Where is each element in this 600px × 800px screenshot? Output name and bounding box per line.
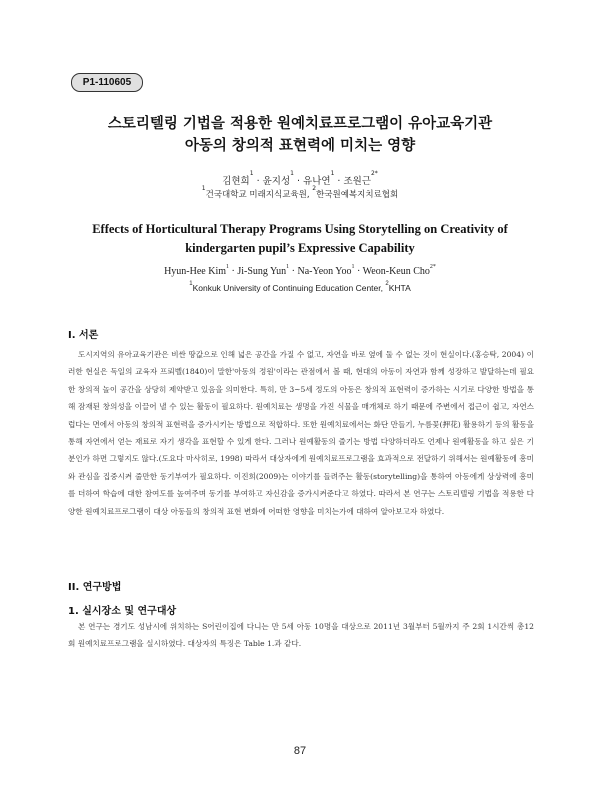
author-ko-sup: 1 [290, 170, 294, 177]
author-en-sup: 1 [286, 264, 290, 270]
section-2-paragraph: 본 연구는 경기도 성남시에 위치하는 S어린이집에 다니는 만 5세 아동 10명을 대상으로 2011년 3월부터 5월까지 주 2회 1시간씩 총12회 원예치료프로그램을 실시하였다. 대상자의 특징은 Table 1.과 같다. [68, 622, 534, 649]
section-1-paragraph: 도시지역의 유아교육기관은 비싼 땅값으로 인해 넓은 공간을 가질 수 없고, 자연을 바로 옆에 둘 수 없는 것이 현실이다.(홍승탁, 2004) 이러한 현실은 독일의 교육자 프뢰벨(1840)이 말한'아동의 정원'이라는 관점에서 볼 때, 현대의 아동이 자연과 함께 성장하고 발달하는데 필요한 창의적 놀이 공간을 상당히 제약받고 있음을 의미한다. 특히, 만 3~5세 정도의 아동은 창의적 표현력이 증가하는 시기로 다양한 방법을 통해 잠재된 창의성을 이끌어 낼 수 있는 활동이 필요하다. 원예치료는 생명을 가진 식물을 매개체로 하기 때문에 주변에서 접근이 쉽고, 자연스럽다는 면에서 아동의 창의적 표현력을 증가시키는 방법으로 적합하다. 또한 원예치료에서는 화단 만들기, 누름꽃(押花) 활용하기 등의 활동을 통해 자연에서 얻는 재료로 자기 생각을 표현할 수 있게 한다. 그러나 원예활동의 즐기는 방법 다양하더라도 언제나 원예활동을 하고 싶은 기분인가 하면 그렇지도 않다.(도요다 마사히로, 1998) 따라서 대상자에게 원예치료프로그램을 효과적으로 전달하기 위해서는 원예활동에 흥미와 관심을 집중시켜 줄만한 동기부여가 필요하다. 이진희(2009)는 이야기를 들려주는 활동(storytelling)을 통하여 아동에게 상상력에 흥미를 더하여 학습에 대한 참여도를 높여주며 동기를 부여하고 자신감을 증가시켜준다고 하였다. 따라서 본 연구는 스토리텔링 기법을 적용한 다양한 원예치료프로그램이 대상 아동들의 창의적 표현 변화에 어떠한 영향을 미치는가에 대하여 알아보고자 하였다. [68, 350, 534, 516]
korean-title-line-2: 아동의 창의적 표현력에 미치는 영향 [184, 137, 416, 154]
affil-ko-sup: 2 [312, 185, 317, 192]
author-ko: 조원근 [343, 176, 371, 187]
section-2-heading: II. 연구방법 [68, 582, 122, 593]
author-en: Na-Yeon Yoo [297, 266, 352, 277]
korean-title-line-1: 스토리텔링 기법을 적용한 원예치료프로그램이 유아교육기관 [107, 115, 493, 132]
author-en-sup: 2* [429, 264, 436, 270]
english-title-line-2: kindergarten pupil’s Expressive Capability [185, 241, 415, 255]
affil-en: KHTA [388, 283, 411, 293]
korean-authors: 김현희$^1$ · 윤지성$^1$ · 유나연$^1$ · 조원근$^{2*}$ [222, 170, 378, 187]
english-title-line-1: Effects of Horticultural Therapy Programs Using Storytelling on Creativity of [92, 222, 508, 236]
author-en-sup: 1 [226, 264, 230, 270]
author-en: Hyun-Hee Kim [164, 266, 227, 277]
english-title [40, 220, 560, 258]
affil-ko: 건국대학교 미래지식교육원, [205, 190, 310, 200]
korean-affiliations [0, 185, 600, 200]
affil-en: Konkuk University of Continuing Education Center, [192, 283, 383, 293]
affil-en-sup: 2 [385, 281, 389, 287]
author-en: Ji-Sung Yun [237, 266, 287, 277]
author-ko-sup: 1 [330, 170, 335, 177]
affil-ko-sup: 1 [201, 185, 206, 192]
author-ko: 윤지성 [262, 176, 291, 187]
affil-en-sup: 1 [189, 281, 193, 287]
author-en-sup: 1 [351, 264, 355, 270]
author-en: Weon-Keun Cho [362, 266, 430, 277]
section-2-subheading: 1. 실시장소 및 연구대상 [68, 606, 177, 617]
author-ko: 김현희 [222, 176, 250, 187]
page-number: 87 [293, 745, 307, 757]
affil-ko: 한국원예복지치료협회 [316, 190, 399, 200]
korean-title [40, 113, 560, 157]
english-authors: Hyun-Hee Kim$^1$ · Ji-Sung Yun$^1$ · Na-Yeon Yoo$^1$ · Weon-Keun Cho$^{2*}$ [164, 264, 436, 277]
author-ko-sup: 1 [249, 170, 254, 177]
author-ko-sup: 2* [370, 170, 378, 177]
english-affiliations [0, 283, 600, 293]
section-1-heading: I. 서론 [68, 330, 99, 341]
author-ko: 유나연 [303, 176, 331, 187]
paper-id-badge: P1-110605 [71, 73, 143, 92]
